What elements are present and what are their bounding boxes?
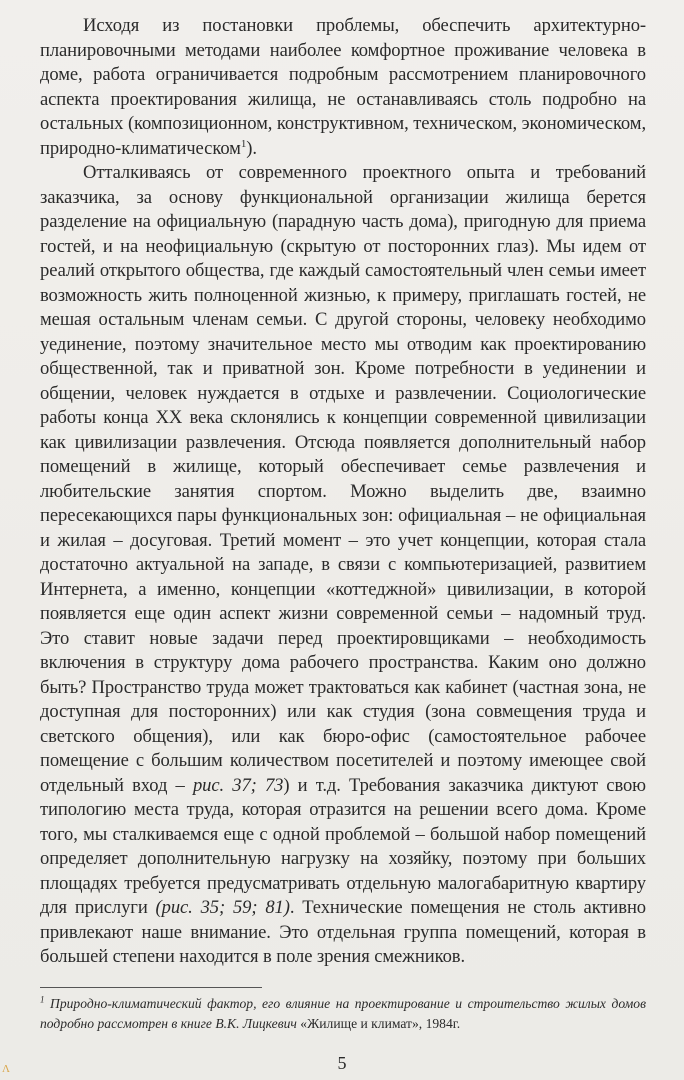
footnote-mark: 1 [40, 994, 45, 1005]
paragraph-2-part2: ) и т.д. Требования заказчика диктуют свою типологию места труда, которая отразится на решении всего дома. Кроме того, мы сталкиваемся еще с одной проблемой – большой набор помещений определяет дополнительную нагрузку на хозяйку, поэтому при больших площадях требуется предусматривать отдельную малогабаритную квартиру для прислуги [40, 774, 646, 918]
body-text [40, 14, 646, 970]
footnote-italic-text: Природно-климатический фактор, его влияние на проектирование и строительство жилых домов подробно рассмотрен в книге В.К. Лицкевич [40, 996, 646, 1031]
paragraph-1-text: Исходя из постановки проблемы, обеспечить архитектурно-планировочными методами наиболее комфортное проживание человека в доме, работа ограничивается подробным рассмотрением планировочного аспекта проектирования жилища, не останавливаясь столь подробно на остальных (композиционном, конструктивном, техническом, экономическом, природно-климатическом [40, 15, 646, 159]
paragraph-2 [40, 161, 646, 970]
footnote-reference: 1 [240, 137, 247, 150]
paragraph-1 [40, 14, 646, 161]
paragraph-1-tail: ). [246, 137, 257, 159]
figure-reference-2: (рис. 35; 59; 81) [155, 897, 290, 918]
paragraph-2-part1: Отталкиваясь от современного проектного опыта и требований заказчика, за основу функциональной организации жилища берется разделение на официальную (парадную часть дома), пригодную для приема гостей, и на неофициальную (скрытую от посторонних глаз). Мы идем от реалий открытого общества, где каждый самостоятельный член семьи имеет возможность жить полноценной жизнью, к примеру, приглашать гостей, не мешая остальным членам семьи. С другой стороны, человеку необходимо уединение, поэтому значительное место мы отводим как проектированию общественной, так и приватной зон. Кроме потребности в уединении и общении, человек нуждается в отдыхе и развлечении. Социологические работы конца XX века склонялись к концепции современной цивилизации как цивилизации развлечения. Отсюда появляется дополнительный набор помещений в жилище, который обеспечивает семье развлечения и любительские занятия спортом. Можно выделить две, взаимно пересекающихся пары функциональных зон: официальная – не официальная и жилая – досуговая. Третий момент – это учет концепции, которая стала достаточно актуальной на западе, в связи с компьютеризацией, развитием Интернета, а именно, концепции «коттеджной» цивилизации, в которой появляется еще один аспект жизни современной семьи – надомный труд. Это ставит новые задачи перед проектировщиками – необходимость включения в структуру дома рабочего пространства. Каким оно должно быть? Пространство труда может трактоваться как кабинет (частная зона, не доступная для посторонних) или как студия (зона совмещения труда и светского общения), или как бюро-офис (самостоятельное рабочее помещение с большим количеством посетителей и поэтому имеющее свой отдельный вход – [40, 162, 646, 796]
paragraph-2-part3: . Технические помещения не столь активно привлекают наше внимание. Это отдельная группа помещений, которая в большей степени находится в поле зрения смежников. [40, 897, 646, 967]
corner-mark: Λ [2, 1063, 10, 1075]
footnote [40, 994, 646, 1034]
footnote-book-title: «Жилище и климат», 1984г. [296, 1016, 461, 1031]
page-number: 5 [337, 1053, 347, 1073]
footnote-divider [40, 987, 262, 988]
figure-reference-1: рис. 37; 73 [192, 774, 284, 796]
